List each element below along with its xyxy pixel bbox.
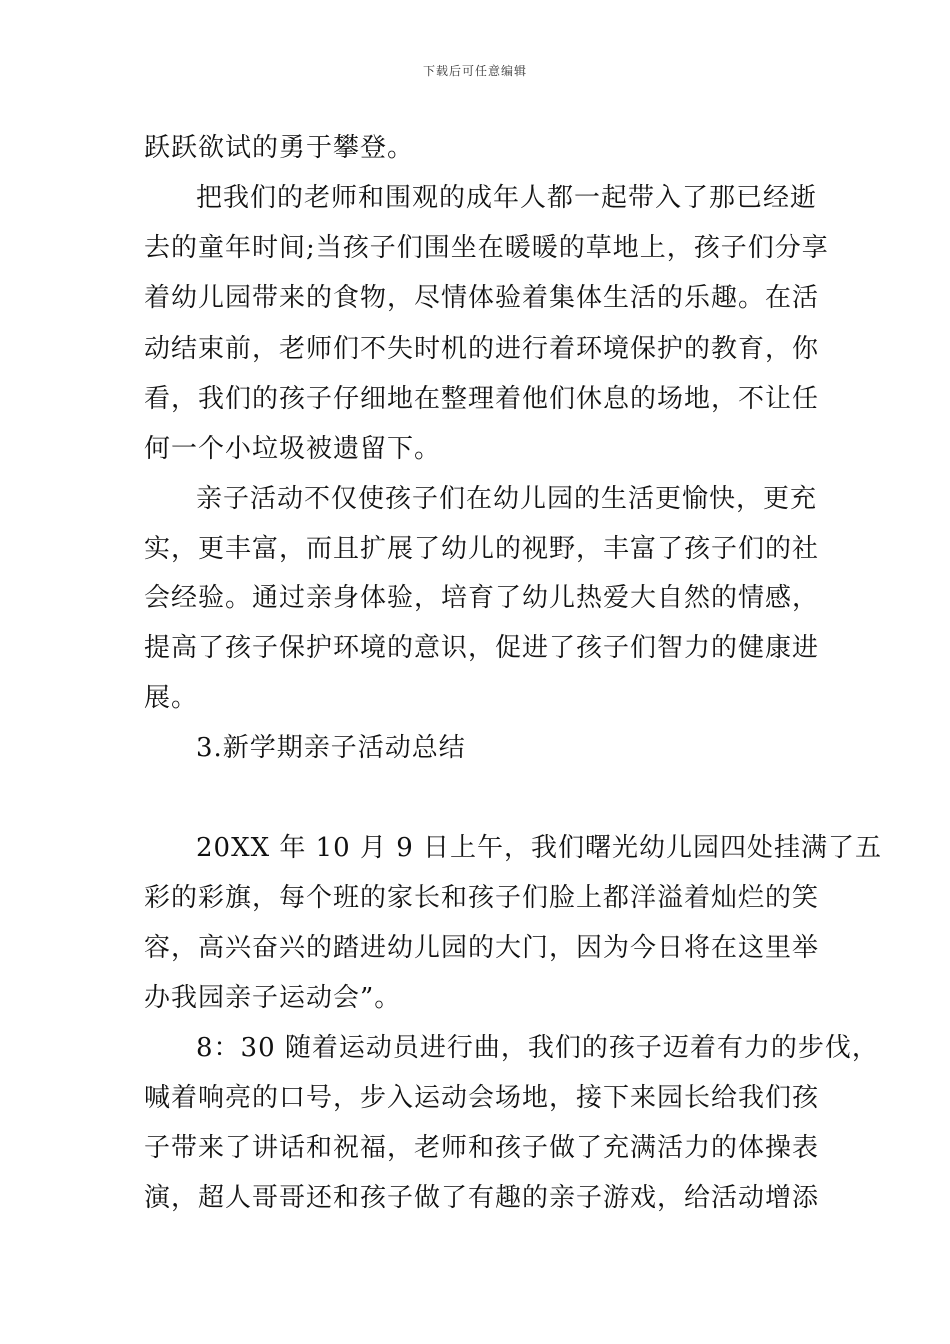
text-line: 喊着响亮的口号，步入运动会场地，接下来园长给我们孩 bbox=[144, 1083, 820, 1113]
text-line: 展。 bbox=[144, 683, 199, 713]
text-line: 看，我们的孩子仔细地在整理着他们休息的场地，不让任 bbox=[144, 384, 820, 414]
text-line: 实，更丰富，而且扩展了幼儿的视野，丰富了孩子们的社 bbox=[144, 534, 820, 564]
paragraph-first-line: 把我们的老师和围观的成年人都一起带入了那已经逝 bbox=[196, 183, 818, 213]
page-header: 下载后可任意编辑 bbox=[422, 64, 527, 78]
text-line: 演，超人哥哥还和孩子做了有趣的亲子游戏，给活动增添 bbox=[144, 1183, 820, 1213]
text-line: 去的童年时间;当孩子们围坐在暖暖的草地上，孩子们分享 bbox=[144, 233, 829, 263]
text-line: 何一个小垃圾被遗留下。 bbox=[144, 434, 442, 464]
paragraph-first-line: 亲子活动不仅使孩子们在幼儿园的生活更愉快，更充 bbox=[196, 484, 818, 514]
text-line: 提高了孩子保护环境的意识，促进了孩子们智力的健康进 bbox=[144, 633, 820, 663]
text-line: 办我园亲子运动会”。 bbox=[144, 983, 402, 1013]
paragraph-first-line: 20XX 年 10 月 9 日上午，我们曙光幼儿园四处挂满了五 bbox=[196, 833, 883, 863]
text-line: 跃跃欲试的勇于攀登。 bbox=[144, 133, 415, 163]
text-line: 会经验。通过亲身体验，培育了幼儿热爱大自然的情感， bbox=[144, 583, 820, 613]
section-heading: 3.新学期亲子活动总结 bbox=[196, 733, 466, 763]
text-line: 动结束前，老师们不失时机的进行着环境保护的教育，你 bbox=[144, 334, 820, 364]
paragraph-first-line: 8：30 随着运动员进行曲，我们的孩子迈着有力的步伐， bbox=[196, 1033, 879, 1063]
text-line: 彩的彩旗，每个班的家长和孩子们脸上都洋溢着灿烂的笑 bbox=[144, 883, 820, 913]
text-line: 容，高兴奋兴的踏进幼儿园的大门，因为今日将在这里举 bbox=[144, 933, 820, 963]
text-line: 着幼儿园带来的食物，尽情体验着集体生活的乐趣。在活 bbox=[144, 283, 820, 313]
text-line: 子带来了讲话和祝福，老师和孩子做了充满活力的体操表 bbox=[144, 1133, 820, 1163]
